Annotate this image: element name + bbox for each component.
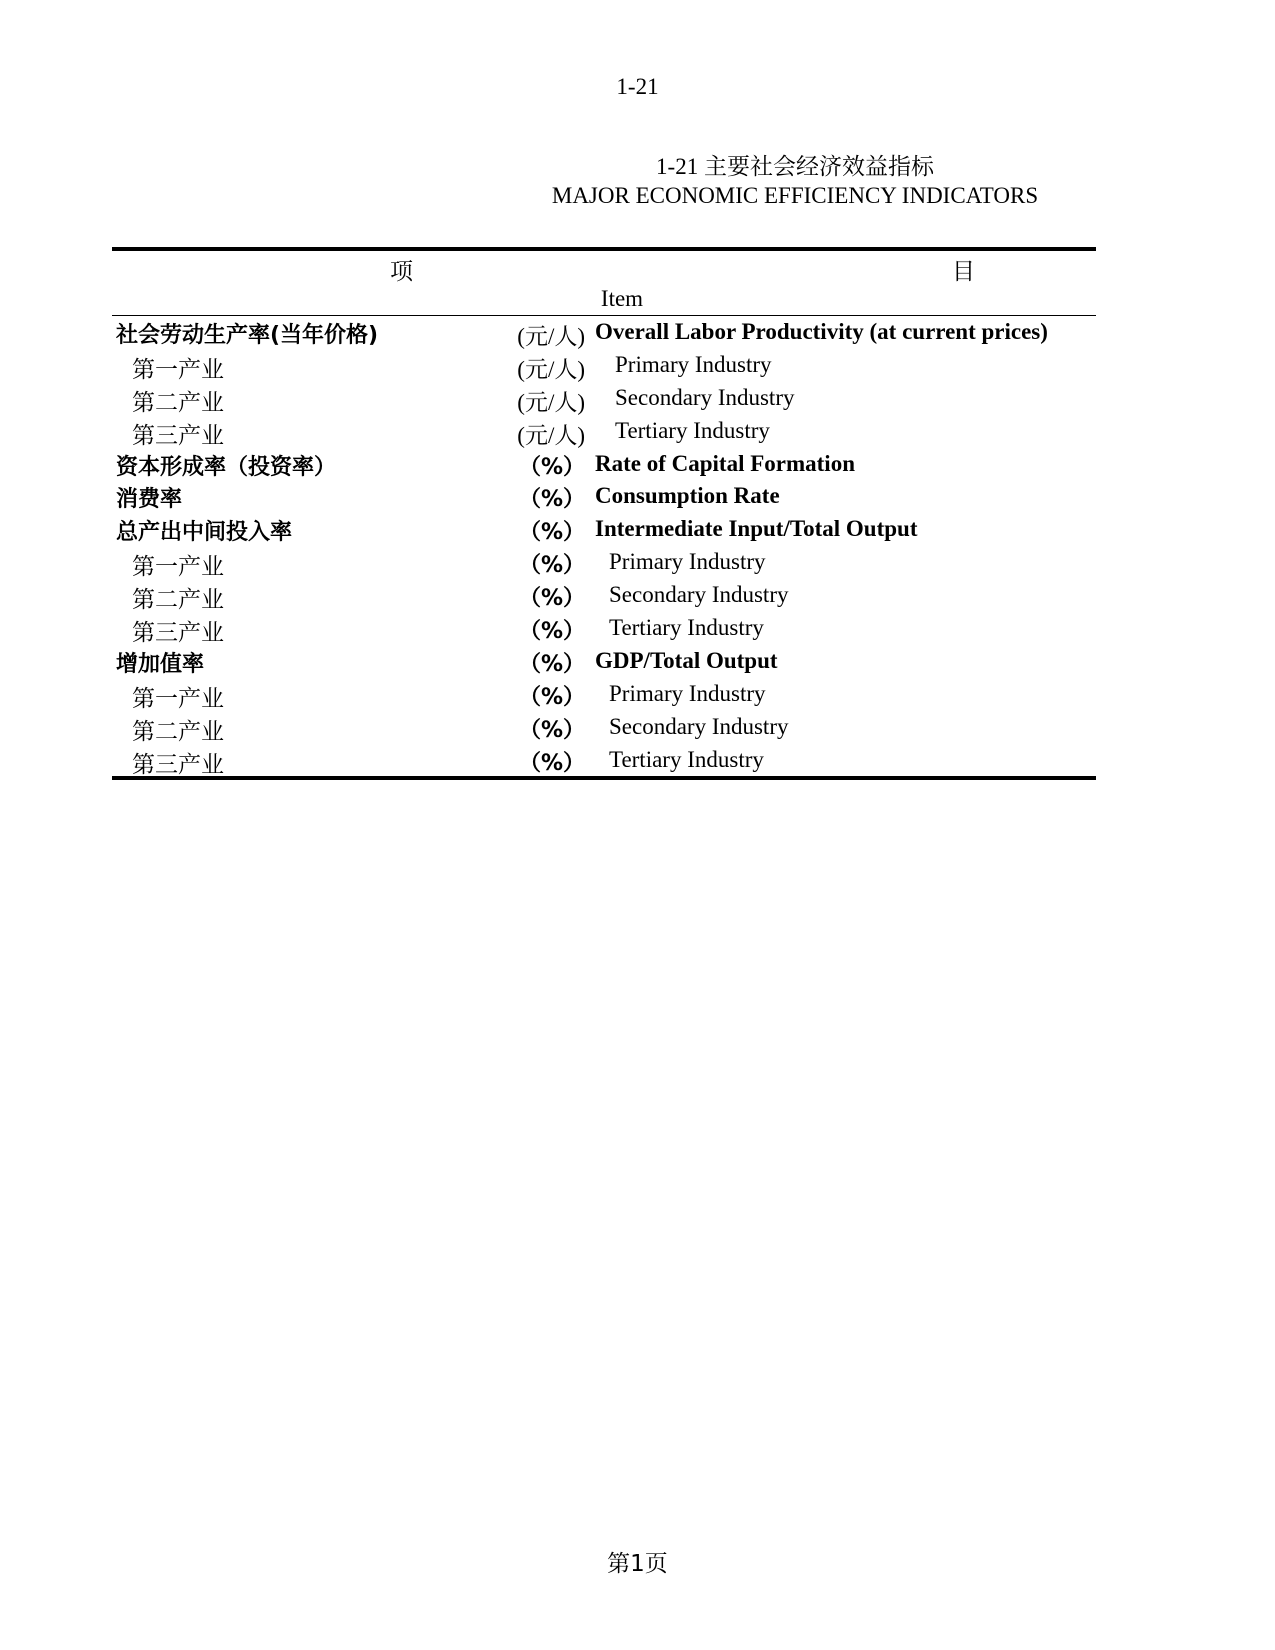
row-label-en: Primary Industry — [609, 680, 766, 706]
row-label-cn: 总产出中间投入率 — [116, 520, 293, 546]
row-label-en: GDP/Total Output — [595, 647, 778, 673]
row-unit: （%） — [518, 619, 585, 645]
table-row — [112, 678, 1096, 711]
row-label-cn: 第一产业 — [132, 685, 224, 711]
row-label-en: Overall Labor Productivity (at current prices) — [595, 319, 1048, 344]
row-unit: （%） — [518, 586, 585, 612]
row-label-cn: 第三产业 — [132, 422, 224, 448]
row-label-en: Primary Industry — [615, 351, 772, 377]
table-row — [112, 415, 1096, 448]
table-row — [112, 645, 1096, 678]
row-unit: (元/人) — [517, 389, 585, 415]
row-unit: (元/人) — [517, 324, 585, 349]
row-label-en: Consumption Rate — [595, 483, 780, 509]
row-label-en: Secondary Industry — [615, 384, 795, 410]
row-label-cn: 第二产业 — [132, 389, 224, 415]
row-unit: （%） — [518, 750, 585, 776]
row-unit: （%） — [518, 520, 585, 546]
row-label-en: Rate of Capital Formation — [595, 450, 855, 476]
table-row — [112, 744, 1096, 777]
row-label-cn: 第三产业 — [132, 620, 224, 646]
table-header — [112, 251, 1096, 316]
row-label-cn: 第三产业 — [132, 751, 224, 777]
row-label-cn: 第二产业 — [132, 718, 224, 744]
row-label-en: Intermediate Input/Total Output — [595, 516, 918, 542]
header-item-cn-right: 目 — [952, 259, 975, 284]
row-label-cn: 第一产业 — [132, 554, 224, 580]
table-row — [112, 711, 1096, 744]
page-footer: 第1页 — [607, 1551, 668, 1577]
row-label-cn: 社会劳动生产率(当年价格) — [116, 323, 379, 348]
header-item-cn-left: 项 — [390, 259, 413, 284]
table-row — [112, 513, 1096, 546]
table-row — [112, 448, 1096, 481]
row-unit: (元/人) — [517, 422, 585, 448]
page-header: 1-21 — [616, 74, 659, 99]
row-label-cn: 消费率 — [116, 487, 183, 513]
table-title-chinese: 1-21 主要社会经济效益指标 — [656, 154, 934, 179]
table-row — [112, 316, 1096, 349]
row-label-cn: 第二产业 — [132, 587, 224, 613]
row-unit: （%） — [518, 651, 585, 677]
row-unit: （%） — [518, 454, 585, 480]
row-unit: （%） — [518, 487, 585, 513]
row-unit: （%） — [518, 684, 585, 710]
table-row — [112, 349, 1096, 382]
row-label-en: Tertiary Industry — [609, 615, 764, 641]
row-unit: （%） — [518, 553, 585, 579]
row-unit: (元/人) — [517, 356, 585, 382]
table-row — [112, 546, 1096, 579]
table-row — [112, 382, 1096, 415]
row-label-en: Primary Industry — [609, 549, 766, 575]
row-label-en: Secondary Industry — [609, 582, 789, 608]
table-row — [112, 480, 1096, 513]
header-item-en: Item — [600, 286, 644, 311]
row-label-cn: 增加值率 — [116, 651, 205, 677]
row-label-en: Tertiary Industry — [615, 417, 770, 443]
row-unit: （%） — [518, 717, 585, 743]
row-label-en: Secondary Industry — [609, 713, 789, 739]
row-label-cn: 第一产业 — [132, 356, 224, 382]
table-title-english: MAJOR ECONOMIC EFFICIENCY INDICATORS — [551, 183, 1039, 208]
indicators-table — [112, 247, 1096, 780]
row-label-en: Tertiary Industry — [609, 746, 764, 772]
table-row — [112, 579, 1096, 612]
row-label-cn: 资本形成率（投资率） — [116, 454, 337, 480]
table-row — [112, 612, 1096, 645]
